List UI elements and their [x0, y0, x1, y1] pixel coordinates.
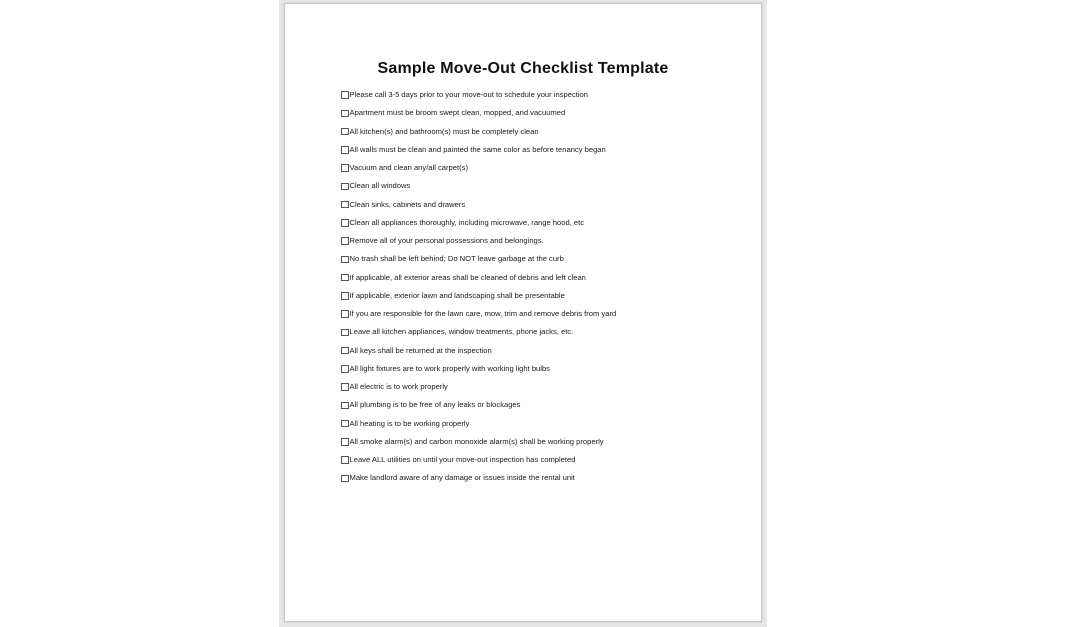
- checklist-item: [341, 418, 616, 436]
- checkbox-icon[interactable]: [341, 475, 349, 483]
- checkbox-icon[interactable]: [341, 420, 349, 428]
- checklist-item: [341, 89, 616, 107]
- checklist-item-text: Clean all windows: [349, 181, 411, 191]
- checkbox-icon[interactable]: [341, 292, 349, 300]
- checklist-item: [341, 290, 616, 308]
- checklist-item-text: Please call 3-5 days prior to your move-out to schedule your inspection: [349, 90, 588, 99]
- checklist-item-text: All light fixtures are to work properly with working light bulbs: [349, 363, 550, 373]
- checklist-item: [341, 272, 616, 290]
- checklist-item: [341, 217, 616, 235]
- checkbox-icon[interactable]: [341, 219, 349, 227]
- checklist-item-text: If applicable, all exterior areas shall be cleaned of debris and left clean: [349, 272, 586, 282]
- checklist-item-text: Leave all kitchen appliances, window treatments, phone jacks, etc.: [349, 327, 574, 337]
- checkbox-icon[interactable]: [341, 383, 349, 391]
- checklist-item: [341, 107, 616, 125]
- checklist-item-text: Apartment must be broom swept clean, mopped, and vacuumed: [349, 108, 566, 118]
- checklist-item: [341, 345, 616, 363]
- checkbox-icon[interactable]: [341, 183, 349, 191]
- checklist-item: [341, 199, 616, 217]
- checklist-item-text: Remove all of your personal possessions and belongings.: [349, 236, 544, 245]
- checklist-item-text: Clean sinks, cabinets and drawers: [349, 199, 466, 209]
- checkbox-icon[interactable]: [341, 256, 349, 264]
- checkbox-icon[interactable]: [341, 146, 349, 154]
- checkbox-icon[interactable]: [341, 110, 349, 118]
- checklist-item-text: No trash shall be left behind; Do NOT leave garbage at the curb: [349, 254, 564, 264]
- checkbox-icon[interactable]: [341, 347, 349, 355]
- checklist-item-text: All heating is to be working properly: [349, 418, 470, 428]
- checklist-item: [341, 126, 616, 144]
- checklist-item-text: All smoke alarm(s) and carbon monoxide alarm(s) shall be working properly: [349, 436, 604, 446]
- checklist-item: [341, 180, 616, 198]
- checklist-item-text: All kitchen(s) and bathroom(s) must be completely clean: [349, 126, 539, 136]
- checklist-item-text: All plumbing is to be free of any leaks or blockages: [349, 400, 521, 410]
- checklist-item-text: If applicable, exterior lawn and landscaping shall be presentable: [349, 290, 565, 300]
- checklist-item-text: Clean all appliances thoroughly, including microwave, range hood, etc: [349, 217, 585, 227]
- checklist-item: [341, 381, 616, 399]
- document-page: [284, 3, 762, 622]
- checklist-item: [341, 399, 616, 417]
- checklist-item-text: All keys shall be returned at the inspection: [349, 345, 492, 355]
- checklist-item-text: All walls must be clean and painted the same color as before tenancy began: [349, 144, 606, 154]
- checkbox-icon[interactable]: [341, 164, 349, 172]
- checklist-item: [341, 235, 616, 253]
- checklist-item-text: All electric is to work properly: [349, 382, 448, 391]
- checkbox-icon[interactable]: [341, 456, 349, 464]
- checklist-item: [341, 253, 616, 271]
- checklist-item: [341, 308, 616, 326]
- checkbox-icon[interactable]: [341, 329, 349, 337]
- checkbox-icon[interactable]: [341, 438, 349, 446]
- checkbox-icon[interactable]: [341, 237, 349, 245]
- checkbox-icon[interactable]: [341, 365, 349, 373]
- checklist-item: [341, 144, 616, 162]
- checkbox-icon[interactable]: [341, 402, 349, 410]
- checklist-item: [341, 454, 616, 472]
- checkbox-icon[interactable]: [341, 274, 349, 282]
- checklist-item: [341, 363, 616, 381]
- checklist-item-text: Vacuum and clean any/all carpet(s): [349, 163, 468, 172]
- checklist-item: [341, 436, 616, 454]
- checklist-item-text: Make landlord aware of any damage or issues inside the rental unit: [349, 473, 575, 483]
- checklist-item: [341, 326, 616, 344]
- checkbox-icon[interactable]: [341, 310, 349, 318]
- checkbox-icon[interactable]: [341, 91, 349, 99]
- document-viewer: [279, 0, 767, 627]
- checklist-item-text: If you are responsible for the lawn care, mow, trim and remove debris from yard: [349, 309, 617, 318]
- checklist-item-text: Leave ALL utilities on until your move-out inspection has completed: [349, 455, 576, 464]
- checkbox-icon[interactable]: [341, 128, 349, 136]
- checkbox-icon[interactable]: [341, 201, 349, 209]
- checklist-item: [341, 472, 616, 490]
- checklist-item: [341, 162, 616, 180]
- document-title: Sample Move-Out Checklist Template: [377, 60, 669, 77]
- checklist: [341, 89, 616, 491]
